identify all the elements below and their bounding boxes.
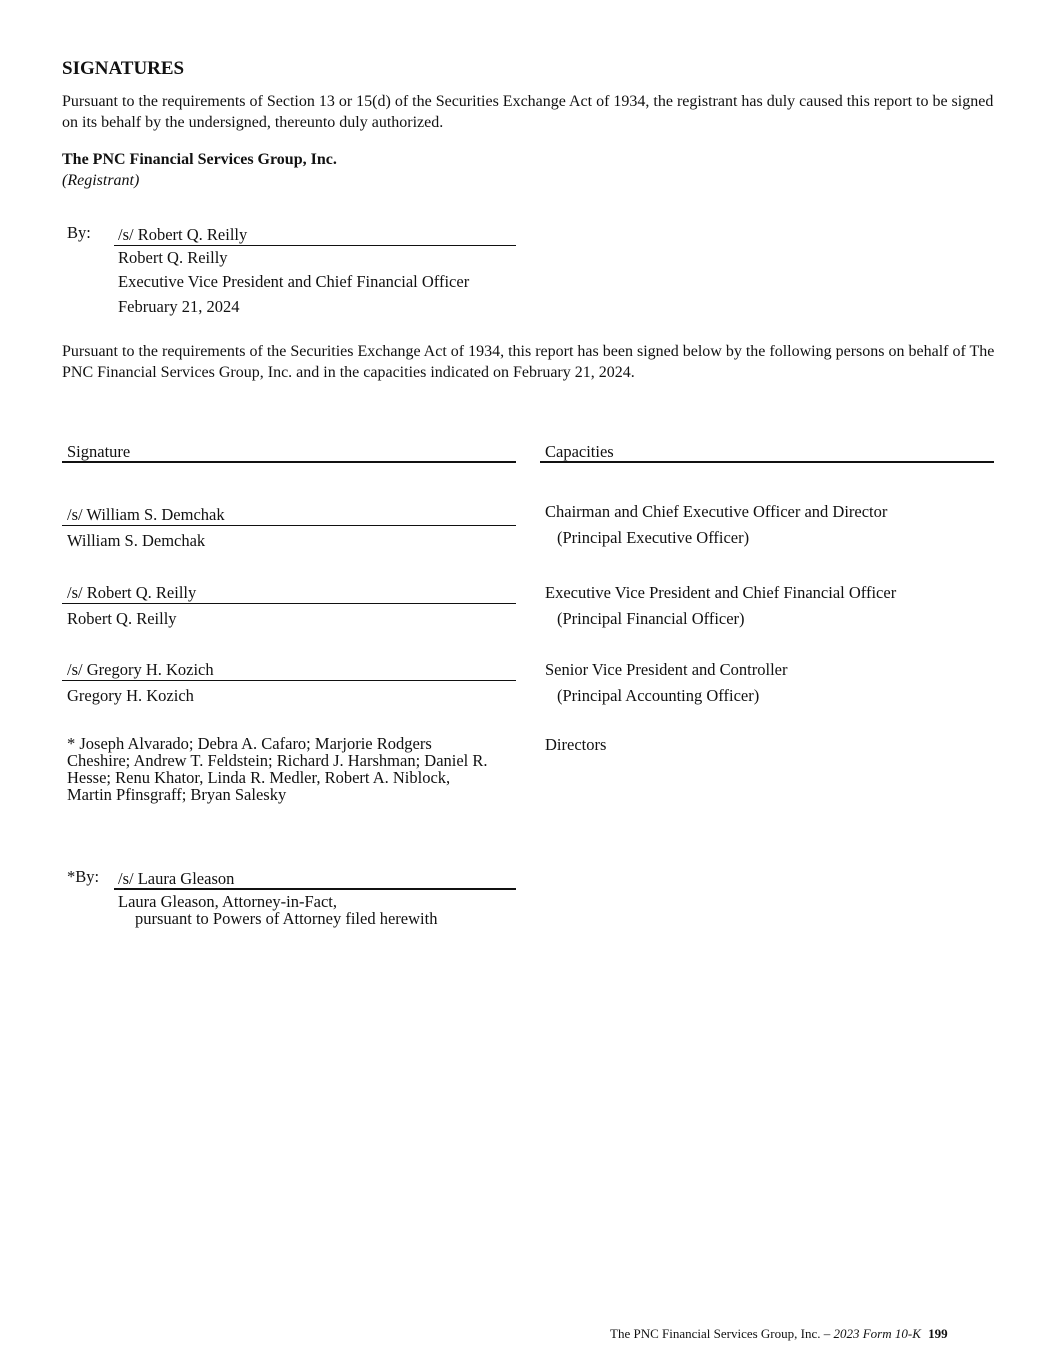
footer-form: 2023 Form 10-K bbox=[833, 1326, 921, 1341]
by-label: By: bbox=[67, 223, 91, 242]
directors-names-line: * Joseph Alvarado; Debra A. Cafaro; Marjorie Rodgers bbox=[67, 734, 432, 753]
signature-row-3: /s/ Gregory H. Kozich bbox=[67, 660, 214, 679]
attorney-line-1: Laura Gleason, Attorney-in-Fact, bbox=[118, 892, 338, 911]
attorney-details bbox=[118, 893, 437, 927]
page-title: SIGNATURES bbox=[62, 58, 185, 79]
page-footer bbox=[610, 1326, 948, 1342]
directors-names-line: Hesse; Renu Khator, Linda R. Medler, Robert A. Niblock, bbox=[67, 768, 451, 787]
capacity-sub-row-3: (Principal Accounting Officer) bbox=[557, 686, 760, 705]
intro-paragraph: Pursuant to the requirements of Section 13 or 15(d) of the Securities Exchange Act of 1934, the registrant has duly caused this report to be signed on its behalf by the undersigned, thereunto duly authorized. bbox=[62, 93, 994, 131]
by-signature-line bbox=[114, 245, 516, 246]
name-row-2: Robert Q. Reilly bbox=[67, 609, 177, 628]
directors-names-line: Cheshire; Andrew T. Feldstein; Richard J. Harshman; Daniel R. bbox=[67, 751, 488, 770]
signature-line-1 bbox=[62, 525, 516, 526]
footer-company: The PNC Financial Services Group, Inc. – bbox=[610, 1326, 831, 1341]
directors-capacity: Directors bbox=[545, 735, 607, 754]
registrant-name: The PNC Financial Services Group, Inc. bbox=[62, 151, 337, 168]
signature-column-header: Signature bbox=[67, 442, 131, 461]
name-row-3: Gregory H. Kozich bbox=[67, 686, 194, 705]
capacity-row-1: Chairman and Chief Executive Officer and Director bbox=[545, 502, 888, 521]
directors-names-line: Martin Pfinsgraff; Bryan Salesky bbox=[67, 785, 287, 804]
capacities-column-header: Capacities bbox=[545, 442, 614, 461]
attorney-line-2: pursuant to Powers of Attorney filed herewith bbox=[135, 909, 438, 928]
signature-line-3 bbox=[62, 680, 516, 681]
by-signature: /s/ Robert Q. Reilly bbox=[118, 225, 248, 244]
capacity-row-2: Executive Vice President and Chief Financial Officer bbox=[545, 583, 897, 602]
second-paragraph: Pursuant to the requirements of the Securities Exchange Act of 1934, this report has been signed below by the following persons on behalf of The PNC Financial Services Group, Inc. and in the capacities indicated on February 21, 2024. bbox=[62, 343, 995, 381]
attorney-by-label: *By: bbox=[67, 867, 100, 886]
by-title: Executive Vice President and Chief Financial Officer bbox=[118, 272, 470, 291]
attorney-signature-line bbox=[114, 888, 516, 890]
by-name: Robert Q. Reilly bbox=[118, 248, 228, 267]
signature-header-rule bbox=[62, 461, 516, 463]
signature-line-2 bbox=[62, 603, 516, 604]
capacity-row-3: Senior Vice President and Controller bbox=[545, 660, 788, 679]
registrant-label: (Registrant) bbox=[62, 172, 140, 189]
capacities-header-rule bbox=[540, 461, 994, 463]
capacity-sub-row-1: (Principal Executive Officer) bbox=[557, 528, 750, 547]
signature-row-2: /s/ Robert Q. Reilly bbox=[67, 583, 197, 602]
directors-names bbox=[67, 735, 488, 803]
name-row-1: William S. Demchak bbox=[67, 531, 206, 550]
capacity-sub-row-2: (Principal Financial Officer) bbox=[557, 609, 745, 628]
footer-page-number: 199 bbox=[928, 1326, 948, 1341]
attorney-signature: /s/ Laura Gleason bbox=[118, 869, 235, 888]
signature-row-1: /s/ William S. Demchak bbox=[67, 505, 225, 524]
by-date: February 21, 2024 bbox=[118, 297, 240, 316]
